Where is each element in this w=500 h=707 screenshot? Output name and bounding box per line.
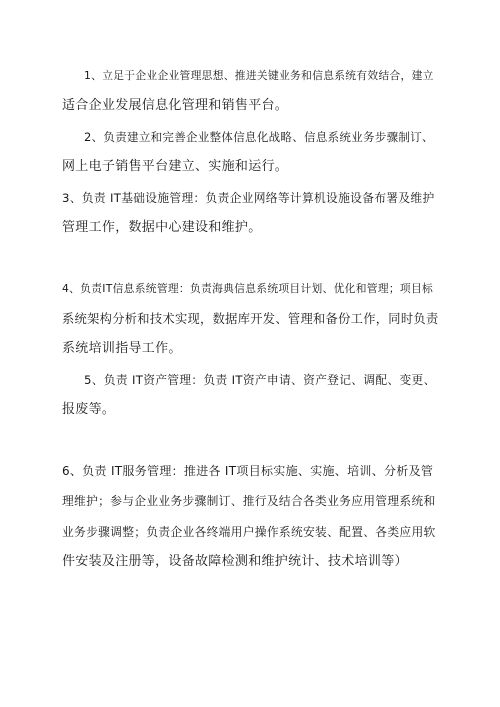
paragraph-1-line-2: 适合企业发展信息化管理和销售平台。 — [62, 98, 289, 113]
paragraph-6-line-3: 业务步骤调整；负责企业各终端用户操作系统安装、配置、各类应用软 — [62, 525, 436, 539]
paragraph-3-line-1: 3、负责 IT基础设施管理：负责企业网络等计算机设施设备布署及维护 — [62, 191, 435, 205]
paragraph-6-line-4: 件安装及注册等，设备故障检测和维护统计、技术培训等） — [62, 554, 408, 569]
paragraph-6-line-1: 6、负责 IT服务管理：推进各 IT项目标实施、实施、培训、分析及管 — [62, 464, 434, 478]
paragraph-2-line-1: 2、负责建立和完善企业整体信息化战略、信息系统业务步骤制订、 — [84, 130, 434, 144]
paragraph-5-line-2: 报废等。 — [62, 402, 116, 417]
paragraph-5-line-1: 5、负责 IT资产管理：负责 IT资产申请、资产登记、调配、变更、 — [84, 373, 436, 387]
paragraph-2-line-2: 网上电子销售平台建立、实施和运行。 — [62, 159, 289, 174]
paragraph-4-line-2: 系统架构分析和技术实现，数据库开发、管理和备份工作，同时负责 — [62, 312, 439, 326]
paragraph-1-line-1: 1、立足于企业企业管理思想、推进关键业务和信息系统有效结合，建立 — [84, 69, 434, 82]
paragraph-3-line-2: 管理工作，数据中心建设和维护。 — [62, 220, 262, 235]
paragraph-6-line-2: 理维护；参与企业业务步骤制订、推行及结合各类业务应用管理系统和 — [62, 494, 436, 508]
paragraph-4-line-1: 4、负责IT信息系统管理：负责海典信息系统项目计划、优化和管理；项目标 — [62, 282, 434, 295]
paragraph-4-line-3: 系统培训指导工作。 — [62, 341, 182, 356]
